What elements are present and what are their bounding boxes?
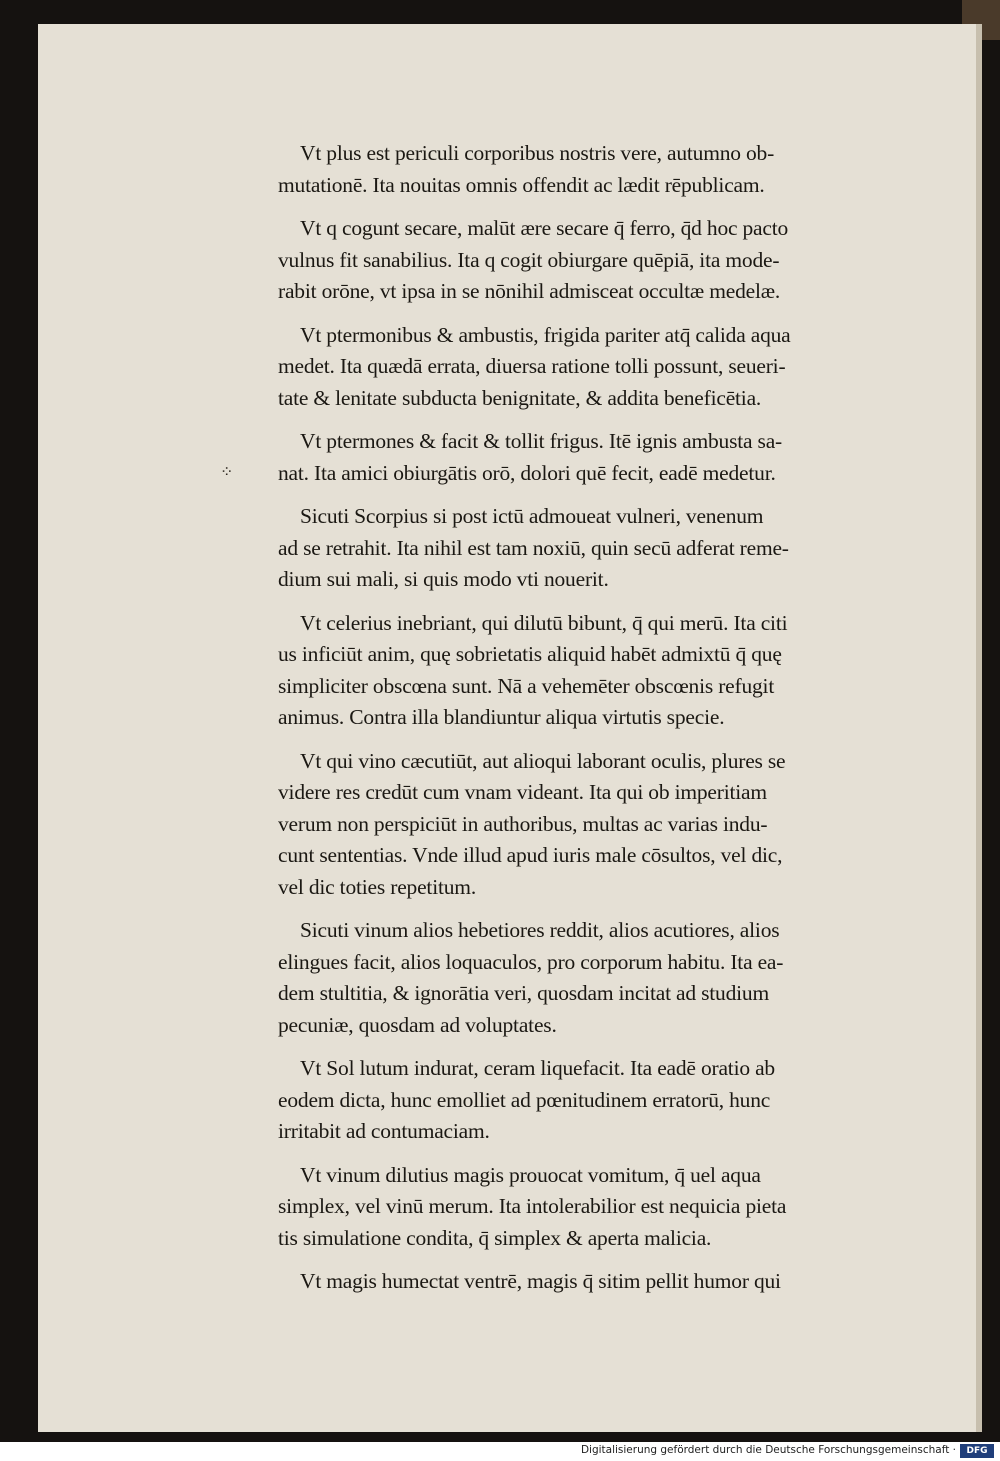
- paragraph: [278, 501, 930, 596]
- text-line: medet. Ita quædā errata, diuersa ratione tolli possunt, seueri-: [278, 354, 786, 378]
- text-line: Vt magis humectat ventrē, magis q̄ sitim pellit humor qui: [300, 1269, 781, 1293]
- paragraph: [278, 426, 930, 489]
- text-line: Sicuti vinum alios hebetiores reddit, alios acutiores, alios: [300, 918, 780, 942]
- footer-bar: [0, 1442, 1000, 1461]
- text-line: Vt qui vino cæcutiūt, aut alioqui laborant oculis, plures se: [300, 748, 786, 773]
- paragraph: [278, 608, 930, 734]
- text-line: Vt q cogunt secare, malūt ære secare q̄ ferro, q̄d hoc pacto: [300, 216, 789, 240]
- paragraph: [278, 1266, 930, 1298]
- text-line: simpliciter obscœna sunt. Nā a vehemēter obscœnis refugit: [278, 673, 775, 698]
- text-line: Vt vinum dilutius magis prouocat vomitum, q̄ uel aqua: [300, 1162, 761, 1187]
- text-line: Vt plus est periculi corporibus nostris vere, autumno ob-: [300, 141, 775, 165]
- paragraph: [278, 746, 930, 904]
- dfg-logo: DFG: [960, 1444, 994, 1458]
- text-line: cunt sententias. Vnde illud apud iuris male cōsultos, vel dic,: [278, 843, 783, 867]
- text-line: vulnus fit sanabilius. Ita q cogit obiurgare quēpiā, ita mode-: [278, 247, 780, 272]
- text-line: dem stultitia, & ignorātia veri, quosdam incitat ad studium: [278, 981, 769, 1005]
- paragraph: [278, 1160, 930, 1255]
- text-line: eodem dicta, hunc emolliet ad pœnitudinem erratorū, hunc: [278, 1087, 771, 1112]
- text-line: dium sui mali, si quis modo vti nouerit.: [278, 567, 609, 591]
- text-line: verum non perspiciūt in authoribus, multas ac varias indu-: [278, 811, 768, 836]
- text-line: simplex, vel vinū merum. Ita intolerabilior est nequicia pieta: [278, 1194, 787, 1218]
- text-line: Vt ptermones & facit & tollit frigus. Itē ignis ambusta sa-: [300, 429, 783, 453]
- text-line: Vt ptermonibus & ambustis, frigida pariter atq̄ calida aqua: [300, 322, 791, 347]
- text-line: pecuniæ, quosdam ad voluptates.: [278, 1012, 557, 1037]
- text-line: rabit orōne, vt ipsa in se nōnihil admisceat occultæ medelæ.: [278, 279, 781, 303]
- text-line: animus. Contra illa blandiuntur aliqua virtutis specie.: [278, 705, 725, 729]
- text-line: tis simulatione condita, q̄ simplex & aperta malicia.: [278, 1225, 712, 1250]
- page-text: [278, 138, 930, 1310]
- text-line: Sicuti Scorpius si post ictū admoueat vulneri, venenum: [300, 504, 764, 528]
- paragraph: [278, 915, 930, 1041]
- text-line: vel dic toties repetitum.: [278, 874, 477, 899]
- text-line: videre res credūt cum vnam videant. Ita qui ob imperitiam: [278, 780, 767, 804]
- text-line: Vt celerius inebriant, qui dilutū bibunt, q̄ qui merū. Ita citi: [300, 610, 788, 635]
- text-line: nat. Ita amici obiurgātis orō, dolori quē fecit, eadē medetur.: [278, 460, 776, 485]
- text-line: tate & lenitate subducta benignitate, & addita beneficētia.: [278, 385, 762, 410]
- paragraph: [278, 213, 930, 308]
- text-line: ad se retrahit. Ita nihil est tam noxiū, quin secū adferat reme-: [278, 535, 789, 560]
- margin-note: ⁘: [220, 464, 234, 481]
- paragraph: [278, 138, 930, 201]
- text-line: irritabit ad contumaciam.: [278, 1119, 490, 1143]
- text-line: mutationē. Ita nouitas omnis offendit ac lædit rēpublicam.: [278, 172, 765, 197]
- paragraph: [278, 1053, 930, 1148]
- paragraph: [278, 320, 930, 415]
- text-line: us inficiūt anim, quę sobrietatis aliquid habēt admixtū q̄ quę: [278, 642, 782, 666]
- text-line: Vt Sol lutum indurat, ceram liquefacit. Ita eadē oratio ab: [300, 1056, 775, 1080]
- text-line: elingues facit, alios loquaculos, pro corporum habitu. Ita ea-: [278, 949, 784, 974]
- footer-credit: Digitalisierung gefördert durch die Deutsche Forschungsgemeinschaft ·: [580, 1444, 956, 1456]
